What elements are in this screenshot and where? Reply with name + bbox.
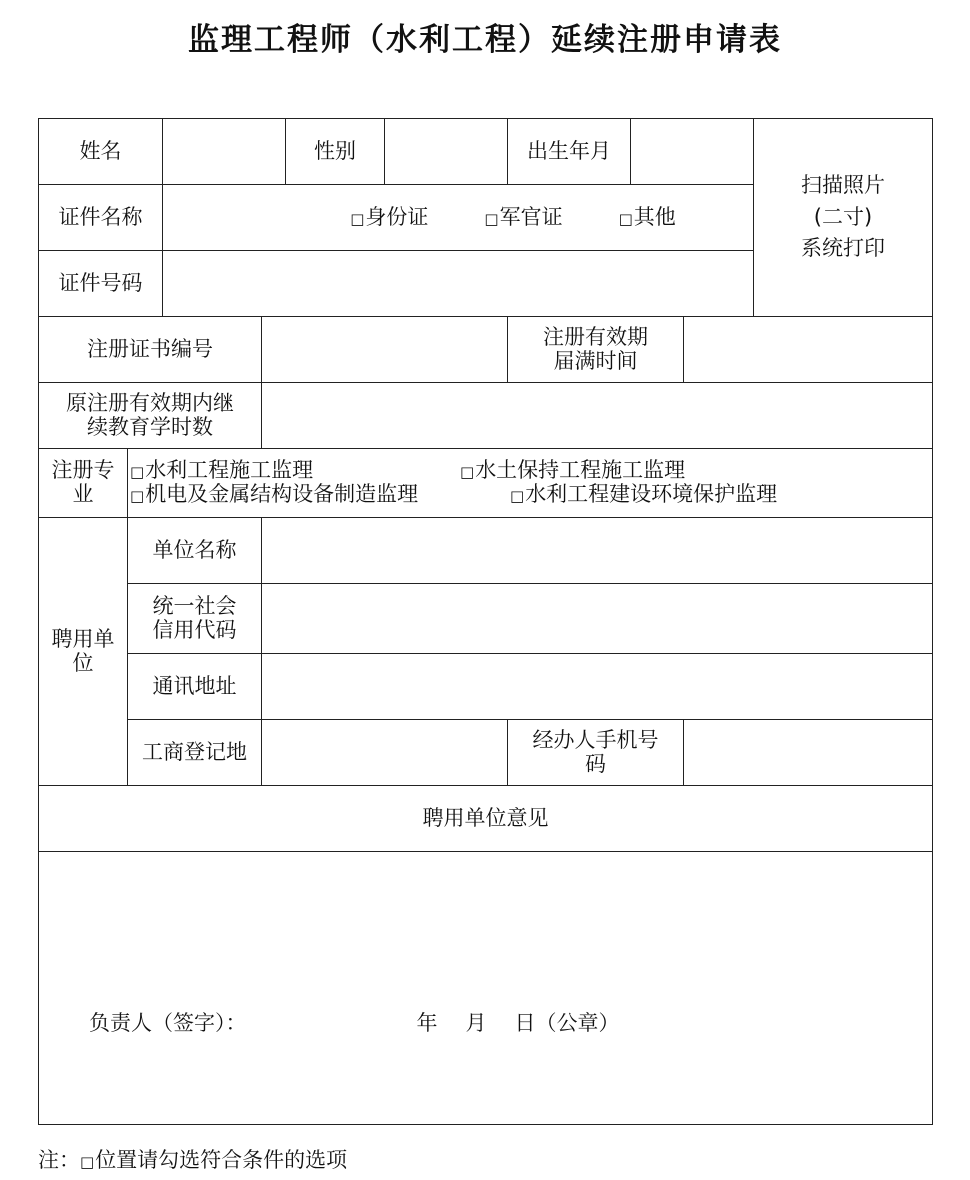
row-address bbox=[39, 654, 933, 720]
row-opinion-body bbox=[39, 852, 933, 1125]
name-field[interactable] bbox=[163, 119, 286, 185]
id-option-card[interactable]: □身份证 bbox=[350, 204, 429, 229]
signature-line bbox=[89, 1012, 620, 1036]
expiry-field[interactable] bbox=[684, 317, 933, 383]
address-label: 通讯地址 bbox=[128, 654, 262, 720]
photo-text-2: (二寸) bbox=[813, 204, 873, 229]
unit-name-label: 单位名称 bbox=[128, 518, 262, 584]
specialty-option-construction[interactable]: □水利工程施工监理 bbox=[130, 458, 314, 483]
row-opinion-header bbox=[39, 786, 933, 852]
photo-text-3: 系统打印 bbox=[801, 236, 885, 261]
expiry-label: 注册有效期 届满时间 bbox=[508, 317, 684, 383]
checkbox-icon[interactable]: □ bbox=[130, 487, 145, 505]
id-type-options bbox=[163, 185, 754, 251]
credit-code-field[interactable] bbox=[262, 584, 933, 654]
specialty-option-soil-water[interactable]: □水土保持工程施工监理 bbox=[460, 458, 686, 483]
specialty-label: 注册专 业 bbox=[39, 449, 128, 518]
row-education-hours bbox=[39, 383, 933, 449]
row-registry-phone bbox=[39, 720, 933, 786]
address-field[interactable] bbox=[262, 654, 933, 720]
id-type-label: 证件名称 bbox=[39, 185, 163, 251]
footnote bbox=[38, 1144, 347, 1174]
application-form-table bbox=[38, 118, 933, 1125]
checkbox-icon[interactable]: □ bbox=[618, 209, 633, 228]
credit-code-label: 统一社会 信用代码 bbox=[128, 584, 262, 654]
id-number-label: 证件号码 bbox=[39, 251, 163, 317]
checkbox-icon[interactable]: □ bbox=[510, 487, 525, 505]
date-year: 年 bbox=[416, 1011, 438, 1035]
id-option-other[interactable]: □其他 bbox=[618, 204, 676, 229]
unit-name-field[interactable] bbox=[262, 518, 933, 584]
row-personal-info bbox=[39, 119, 933, 185]
signer-label: 负责人（签字）： bbox=[89, 1011, 247, 1035]
name-label: 姓名 bbox=[39, 119, 163, 185]
row-specialty bbox=[39, 449, 933, 518]
page-title: 监理工程师（水利工程）延续注册申请表 bbox=[188, 22, 782, 58]
registry-label: 工商登记地 bbox=[128, 720, 262, 786]
phone-label: 经办人手机号 码 bbox=[508, 720, 684, 786]
checkbox-icon[interactable]: □ bbox=[350, 209, 365, 228]
date-day-seal: 日（公章） bbox=[514, 1011, 620, 1035]
gender-label: 性别 bbox=[286, 119, 385, 185]
id-option-military[interactable]: □军官证 bbox=[484, 204, 563, 229]
specialty-option-environment[interactable]: □水利工程建设环境保护监理 bbox=[510, 482, 778, 506]
checkbox-icon: □ bbox=[80, 1153, 95, 1171]
gender-field[interactable] bbox=[385, 119, 508, 185]
opinion-label: 聘用单位意见 bbox=[39, 786, 933, 852]
checkbox-icon[interactable]: □ bbox=[484, 209, 499, 228]
checkbox-icon[interactable]: □ bbox=[460, 463, 475, 482]
employer-label: 聘用单 位 bbox=[39, 518, 128, 786]
note-text: 位置请勾选符合条件的选项 bbox=[95, 1148, 348, 1172]
photo-text-1: 扫描照片 bbox=[801, 173, 885, 198]
specialty-options bbox=[128, 449, 933, 518]
opinion-field[interactable] bbox=[39, 852, 933, 1125]
cert-no-field[interactable] bbox=[262, 317, 508, 383]
cert-no-label: 注册证书编号 bbox=[39, 317, 262, 383]
note-prefix: 注： bbox=[38, 1148, 80, 1172]
education-hours-field[interactable] bbox=[262, 383, 933, 449]
id-number-field[interactable] bbox=[163, 251, 754, 317]
birth-label: 出生年月 bbox=[508, 119, 631, 185]
birth-field[interactable] bbox=[631, 119, 754, 185]
row-credit-code bbox=[39, 584, 933, 654]
checkbox-icon[interactable]: □ bbox=[130, 463, 145, 482]
phone-field[interactable] bbox=[684, 720, 933, 786]
education-hours-label: 原注册有效期内继 续教育学时数 bbox=[39, 383, 262, 449]
registry-field[interactable] bbox=[262, 720, 508, 786]
date-month: 月 bbox=[465, 1011, 487, 1035]
row-unit-name bbox=[39, 518, 933, 584]
photo-area bbox=[754, 119, 933, 317]
row-cert bbox=[39, 317, 933, 383]
specialty-option-equipment[interactable]: □机电及金属结构设备制造监理 bbox=[130, 482, 419, 506]
